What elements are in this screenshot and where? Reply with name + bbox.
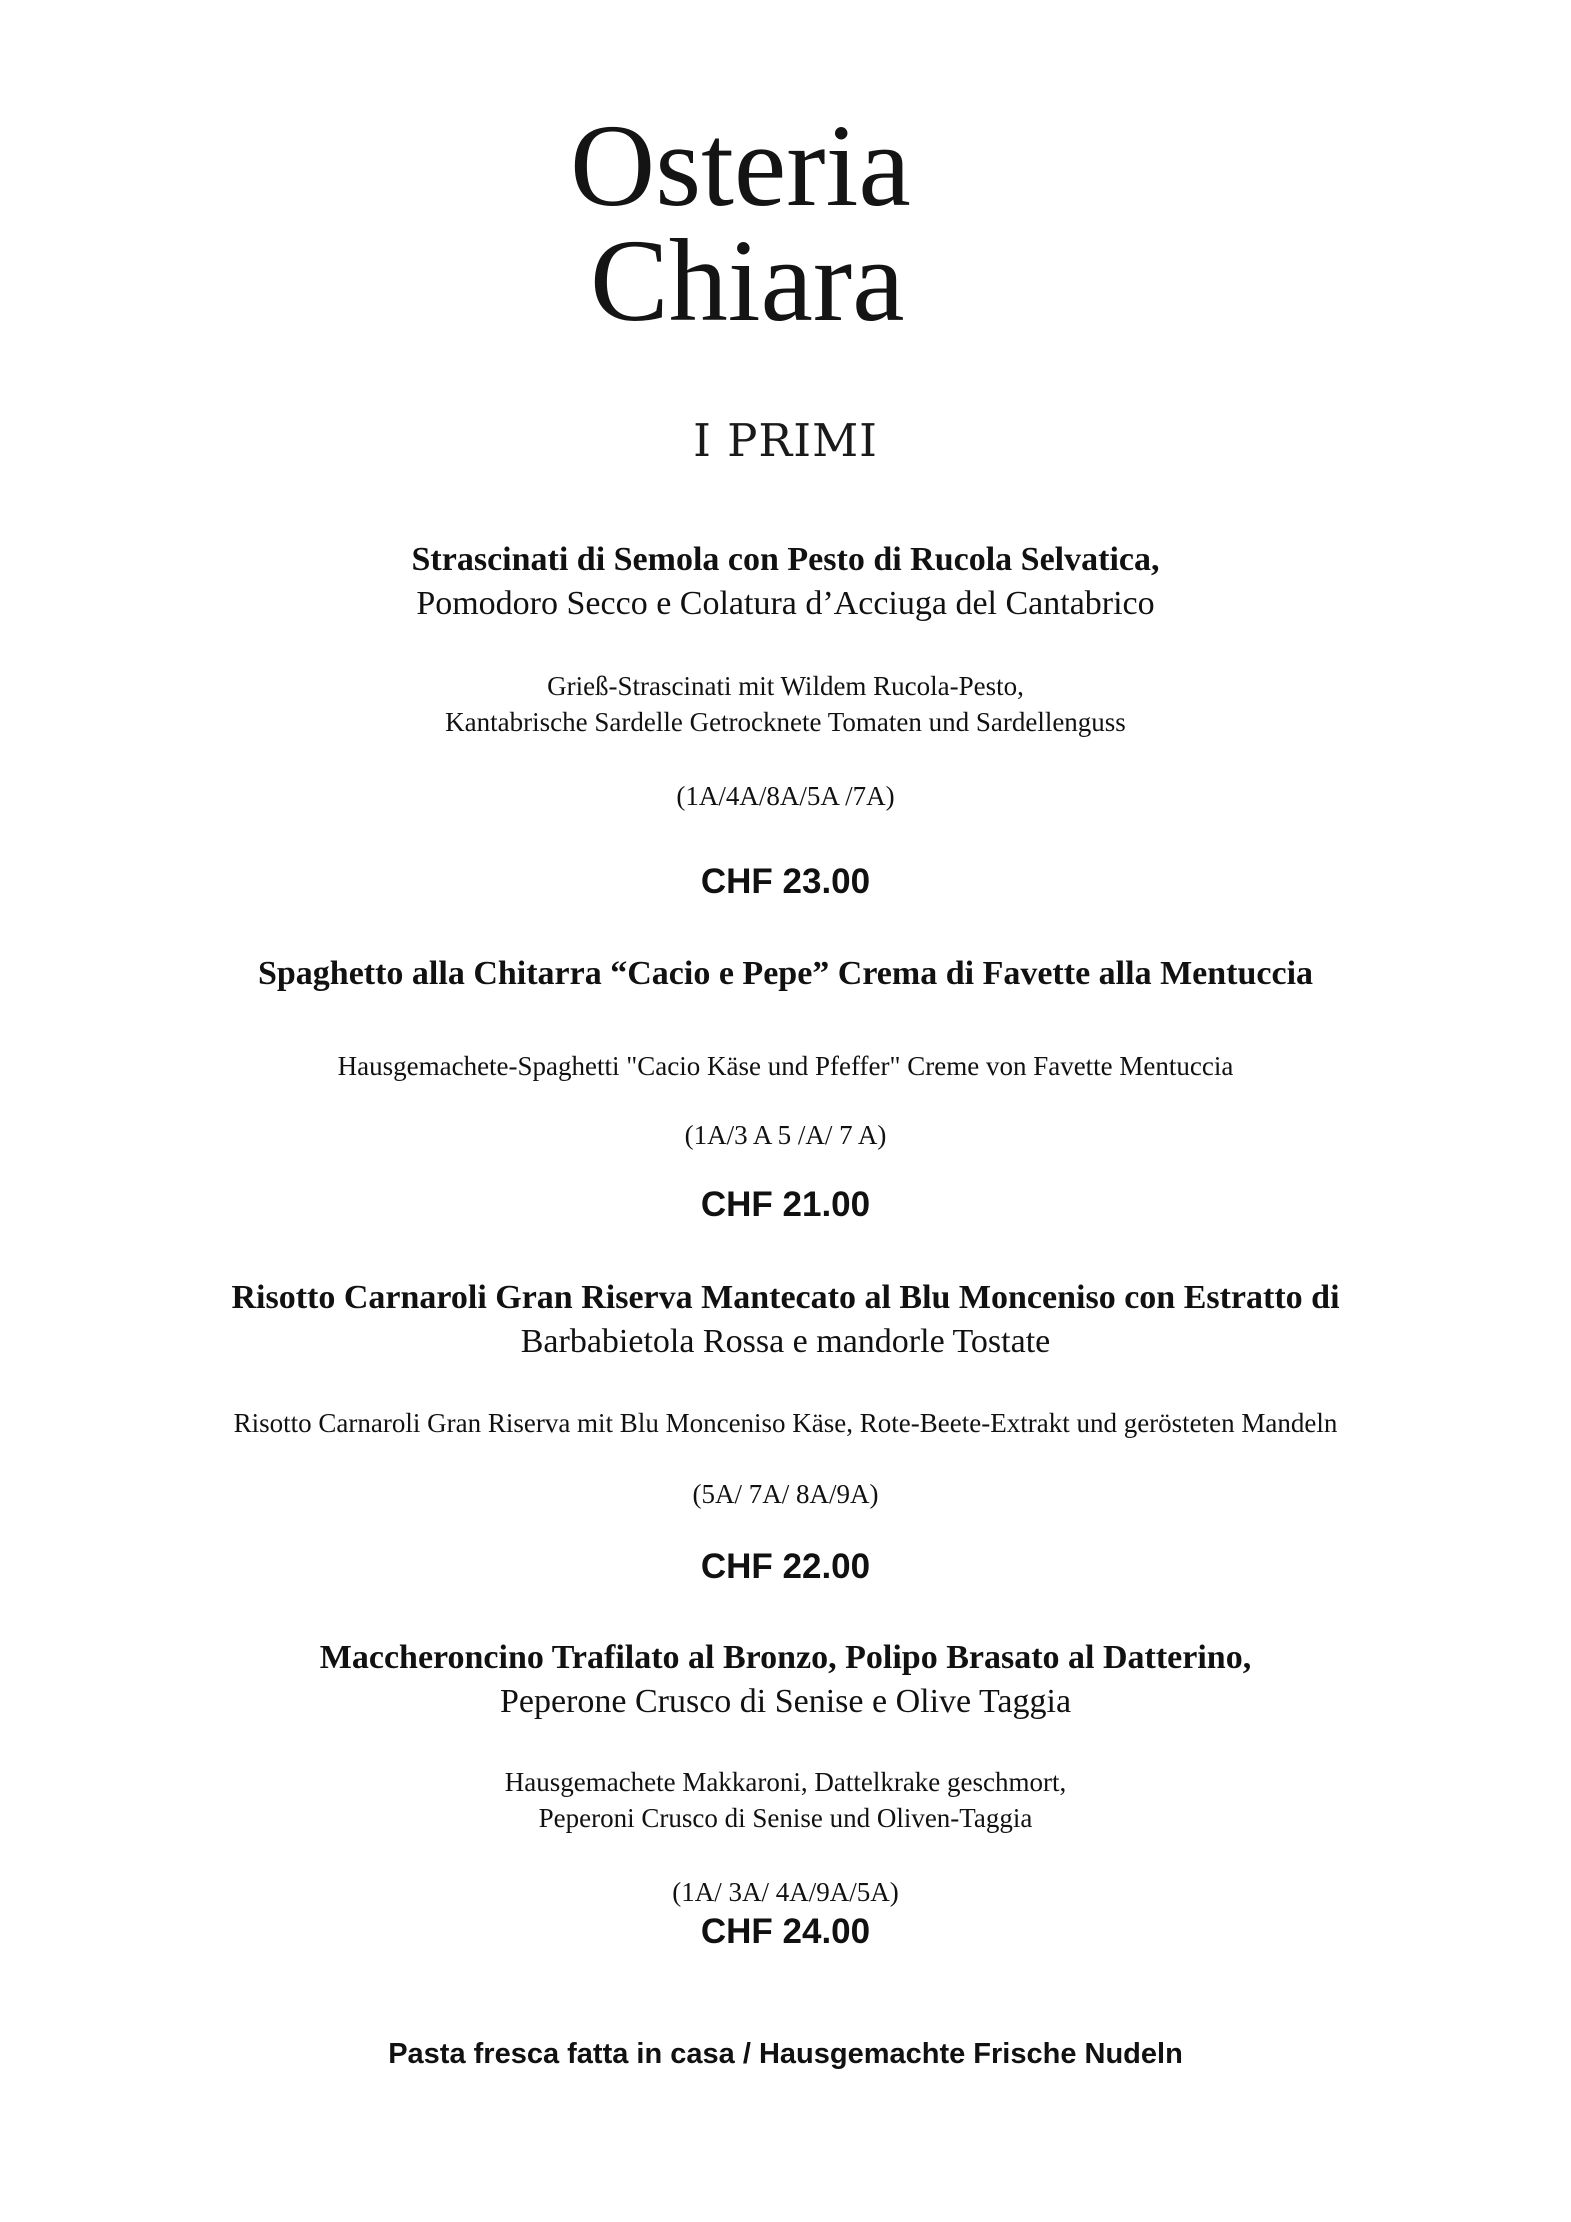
- dish-4-allergens: (1A/ 3A/ 4A/9A/5A): [672, 1877, 899, 1907]
- dish-2-name-line-1: Spaghetto alla Chitarra “Cacio e Pepe” Crema di Favette alla Mentuccia: [257, 955, 1314, 992]
- dish-3-name-line-2: Barbabietola Rossa e mandorle Tostate: [520, 1323, 1051, 1360]
- dish-1-price: CHF 23.00: [700, 862, 871, 901]
- dish-3-name-line-1: Risotto Carnaroli Gran Riserva Mantecato al Blu Monceniso con Estratto di: [231, 1279, 1340, 1316]
- dish-3-translation-line-1: Risotto Carnaroli Gran Riserva mit Blu Monceniso Käse, Rote-Beete-Extrakt und gerösteten Mandeln: [233, 1408, 1338, 1438]
- dish-1-translation-line-2: Kantabrische Sardelle Getrocknete Tomaten und Sardellenguss: [445, 707, 1126, 737]
- restaurant-logo-graphic: [560, 95, 1020, 345]
- restaurant-logo: [560, 95, 1020, 345]
- dish-4-name-line-2: Peperone Crusco di Senise e Olive Taggia: [499, 1683, 1072, 1720]
- dish-1-name: [0, 538, 1571, 626]
- dish-4-translation-line-2: Peperoni Crusco di Senise und Oliven-Taggia: [538, 1803, 1033, 1833]
- dish-1-translation-line-1: Grieß-Strascinati mit Wildem Rucola-Pesto,: [547, 671, 1024, 701]
- dish-1-name-line-1: Strascinati di Semola con Pesto di Rucola Selvatica,: [411, 541, 1160, 578]
- dish-4-translation-line-1: Hausgemachete Makkaroni, Dattelkrake geschmort,: [504, 1767, 1067, 1797]
- dish-2-translation: [0, 1048, 1571, 1084]
- dish-1-allergens: (1A/4A/8A/5A /7A): [676, 781, 895, 811]
- dish-2-allergens: (1A/3 A 5 /A/ 7 A): [684, 1120, 887, 1150]
- footer-note: Pasta fresca fatta in casa / Hausgemachte Frische Nudeln: [388, 2038, 1183, 2070]
- dish-4-translation: [0, 1764, 1571, 1836]
- dish-2-name: [0, 952, 1571, 996]
- dish-3-translation: [0, 1405, 1571, 1441]
- dish-1-translation: [0, 668, 1571, 740]
- logo-line-1: Osteria: [570, 100, 911, 231]
- section-title: I PRIMI: [693, 414, 878, 467]
- dish-4-name-line-1: Maccheroncino Trafilato al Bronzo, Polipo Brasato al Datterino,: [319, 1639, 1252, 1676]
- dish-1-name-line-2: Pomodoro Secco e Colatura d’Acciuga del Cantabrico: [416, 585, 1155, 622]
- logo-line-2: Chiara: [590, 215, 905, 345]
- dish-4-name: [0, 1636, 1571, 1724]
- dish-2-price: CHF 21.00: [700, 1185, 871, 1224]
- dish-3-name: [0, 1276, 1571, 1364]
- dish-3-allergens: (5A/ 7A/ 8A/9A): [692, 1479, 879, 1509]
- dish-4-price: CHF 24.00: [700, 1912, 871, 1951]
- dish-2-translation-line-1: Hausgemachete-Spaghetti "Cacio Käse und Pfeffer" Creme von Favette Mentuccia: [337, 1051, 1234, 1081]
- dish-3-price: CHF 22.00: [700, 1547, 871, 1586]
